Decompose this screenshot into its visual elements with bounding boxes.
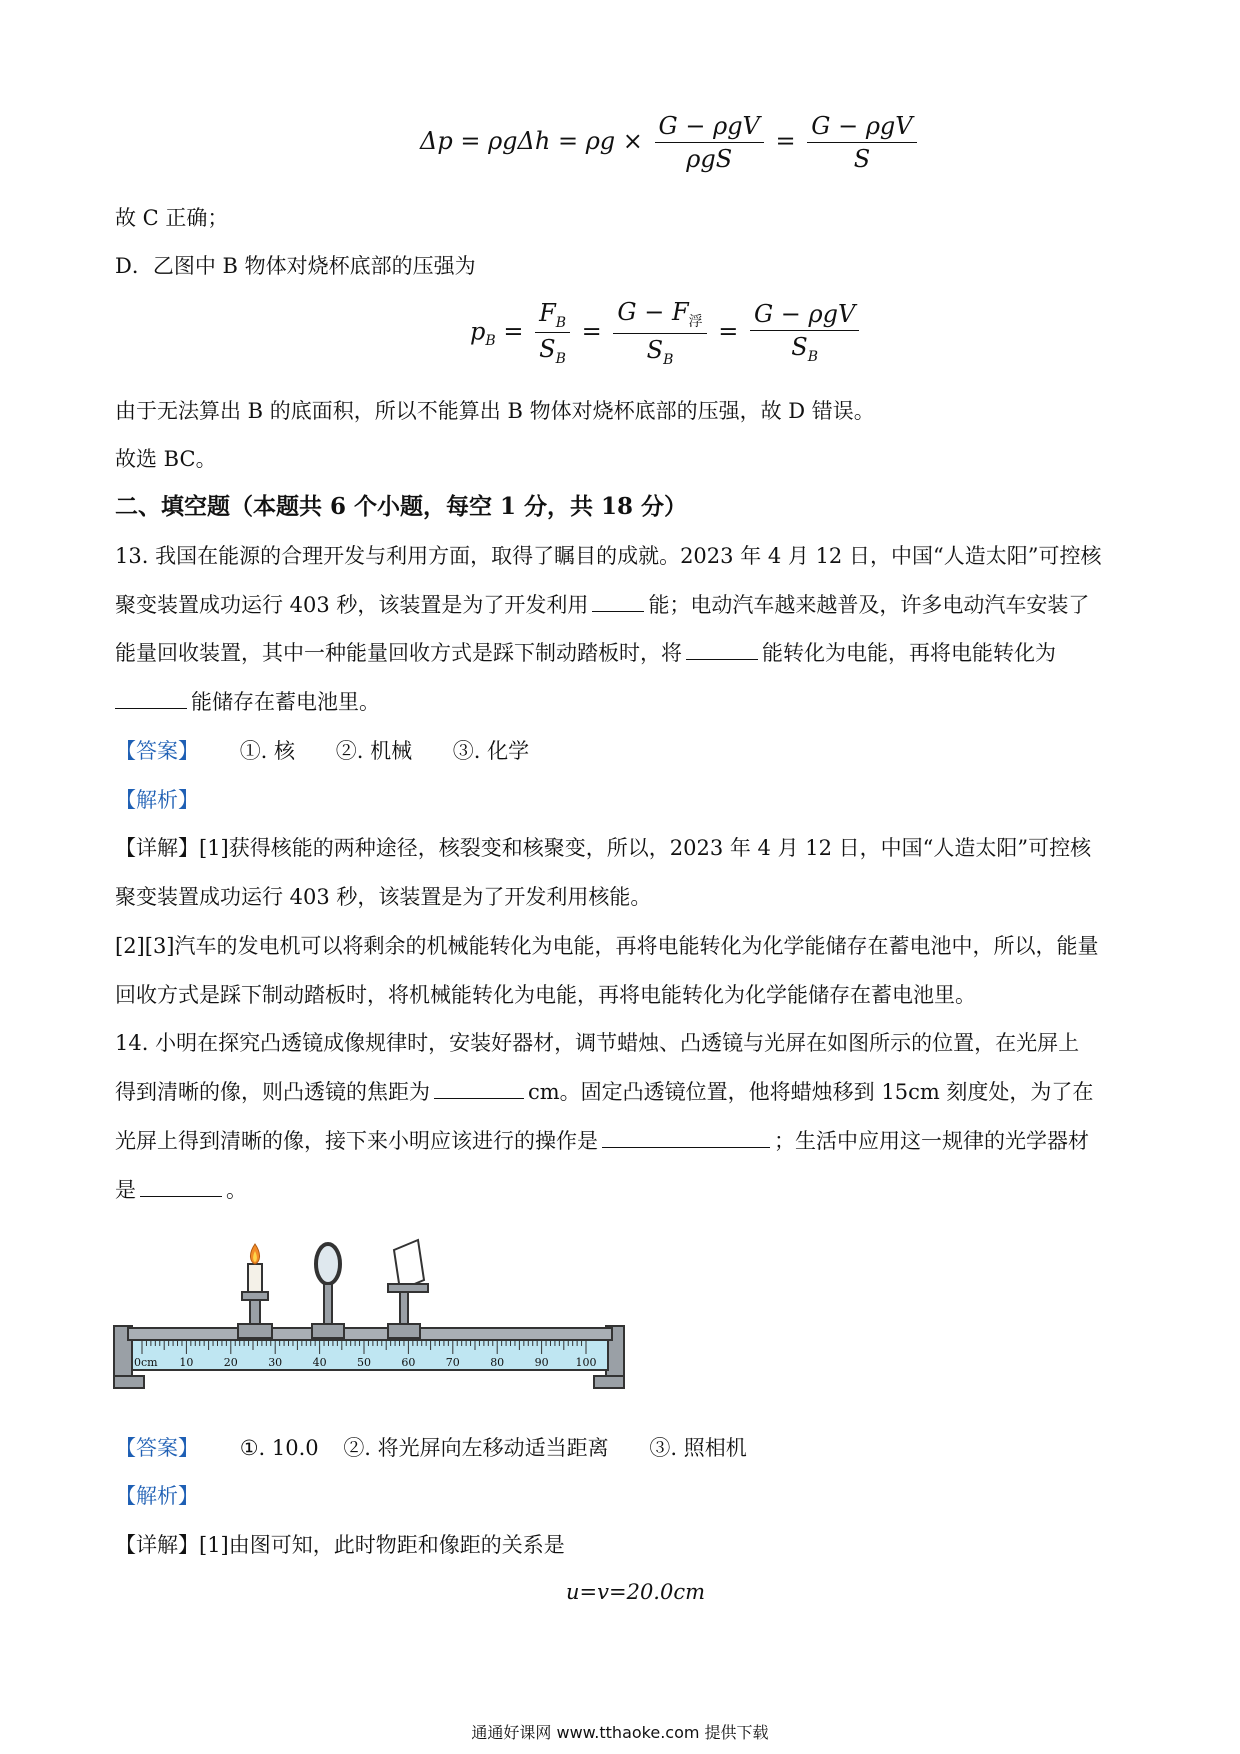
q13-line1: 13. 我国在能源的合理开发与利用方面，取得了瞩目的成就。2023 年 4 月 12 日，中国“人造太阳”可控核: [115, 544, 1102, 568]
q14-analysis-label: 【解析】: [115, 1484, 199, 1508]
q14-line3: 光屏上得到清晰的像，接下来小明应该进行的操作是 ；生活中应用这一规律的光学器材: [115, 1129, 1089, 1153]
blank: [592, 591, 644, 612]
text-line: 故 C 正确；: [115, 206, 229, 230]
text-line: D．乙图中 B 物体对烧杯底部的压强为: [115, 254, 476, 278]
blank: [115, 688, 187, 709]
scale-label: 100: [575, 1356, 597, 1369]
q13-answer: 【答案】 ①. 核 ②. 机械 ③. 化学: [115, 739, 530, 763]
scale-label: 40: [312, 1356, 327, 1369]
q14-formula: u=v=20.0cm: [566, 1580, 706, 1604]
formula-lhs: Δp = ρgΔh = ρg ×: [420, 127, 643, 155]
formula-delta-p: Δp = ρgΔh = ρg × $\frac{\text{G − ρgV}}{\text{ρgS}}$ = $\frac{\text{G − ρgV}}{S}$: [420, 112, 921, 173]
scale-label: 90: [534, 1356, 549, 1369]
q13-detail2: 聚变装置成功运行 403 秒，该装置是为了开发利用核能。: [115, 885, 652, 909]
q13-line2: 聚变装置成功运行 403 秒，该装置是为了开发利用 能；电动汽车越来越普及，许多电动汽车安装了: [115, 593, 1090, 617]
q13-detail3: [2][3]汽车的发电机可以将剩余的机械能转化为电能，再将电能转化为化学能储存在蓄电池中，所以，能量: [115, 934, 1099, 958]
q13-detail4: 回收方式是踩下制动踏板时，将机械能转化为电能，再将电能转化为化学能储存在蓄电池里。: [115, 983, 976, 1007]
blank: [434, 1078, 524, 1099]
scale-label: 30: [268, 1356, 283, 1369]
scale-label: 50: [357, 1356, 371, 1369]
fraction: $\frac{F_B}{S_B}$: [535, 299, 570, 368]
formula-pb: $p_B$ = $\frac{F_B}{S_B}$ = $\frac{G - F_浮}{S_B}$ = $\frac{\text{G − ρgV}}{S_B}$: [470, 298, 863, 368]
q14-line2: 得到清晰的像，则凸透镜的焦距为 cm。固定凸透镜位置，他将蜡烛移到 15cm 刻度处，为了在: [115, 1080, 1094, 1104]
scale-label: 70: [445, 1356, 460, 1369]
fraction: $\frac{\text{G − ρgV}}{\text{ρgS}}$: [655, 112, 764, 173]
convex-lens: [312, 1244, 344, 1338]
blank: [140, 1176, 222, 1197]
light-screen: [388, 1240, 428, 1338]
q13-line4: 能储存在蓄电池里。: [115, 687, 380, 717]
fraction: $\frac{\text{G − ρgV}}{S_B}$: [750, 300, 859, 365]
scale-label: 20: [223, 1356, 238, 1369]
q13-line3: 能量回收装置，其中一种能量回收方式是踩下制动踏板时，将 能转化为电能，再将电能转化为: [115, 641, 1056, 665]
q13-detail1: 【详解】[1]获得核能的两种途径，核裂变和核聚变，所以，2023 年 4 月 12 日，中国“人造太阳”可控核: [115, 836, 1092, 860]
scale-label: 60: [401, 1356, 416, 1369]
q13-analysis-label: 【解析】: [115, 788, 199, 812]
candle: [238, 1244, 272, 1338]
q14-detail1: 【详解】[1]由图可知，此时物距和像距的关系是: [115, 1533, 565, 1557]
text-line: 故选 BC。: [115, 447, 217, 471]
fraction: $\frac{\text{G − ρgV}}{S}$: [807, 112, 916, 173]
footer: 通通好课网 www.tthaoke.com 提供下载: [471, 1723, 769, 1742]
fraction: $\frac{G - F_浮}{S_B}$: [613, 298, 706, 368]
optical-bench-figure: [112, 1236, 628, 1412]
scale-label: 80: [490, 1356, 505, 1369]
section-title: 二、填空题（本题共 6 个小题，每空 1 分，共 18 分）: [115, 493, 688, 520]
scale-label: 10: [179, 1356, 194, 1369]
blank: [602, 1127, 770, 1148]
scale-label: 0cm: [134, 1356, 158, 1369]
blank: [686, 639, 758, 660]
q14-answer: 【答案】 ①. 10.0 ②. 将光屏向左移动适当距离 ③. 照相机: [115, 1436, 747, 1460]
text-line: 由于无法算出 B 的底面积，所以不能算出 B 物体对烧杯底部的压强，故 D 错误。: [115, 399, 875, 423]
q14-line1: 14. 小明在探究凸透镜成像规律时，安装好器材，调节蜡烛、凸透镜与光屏在如图所示的位置，在光屏上: [115, 1031, 1080, 1055]
bench-rail: [128, 1328, 612, 1340]
q14-line4: 是 。: [115, 1178, 247, 1202]
